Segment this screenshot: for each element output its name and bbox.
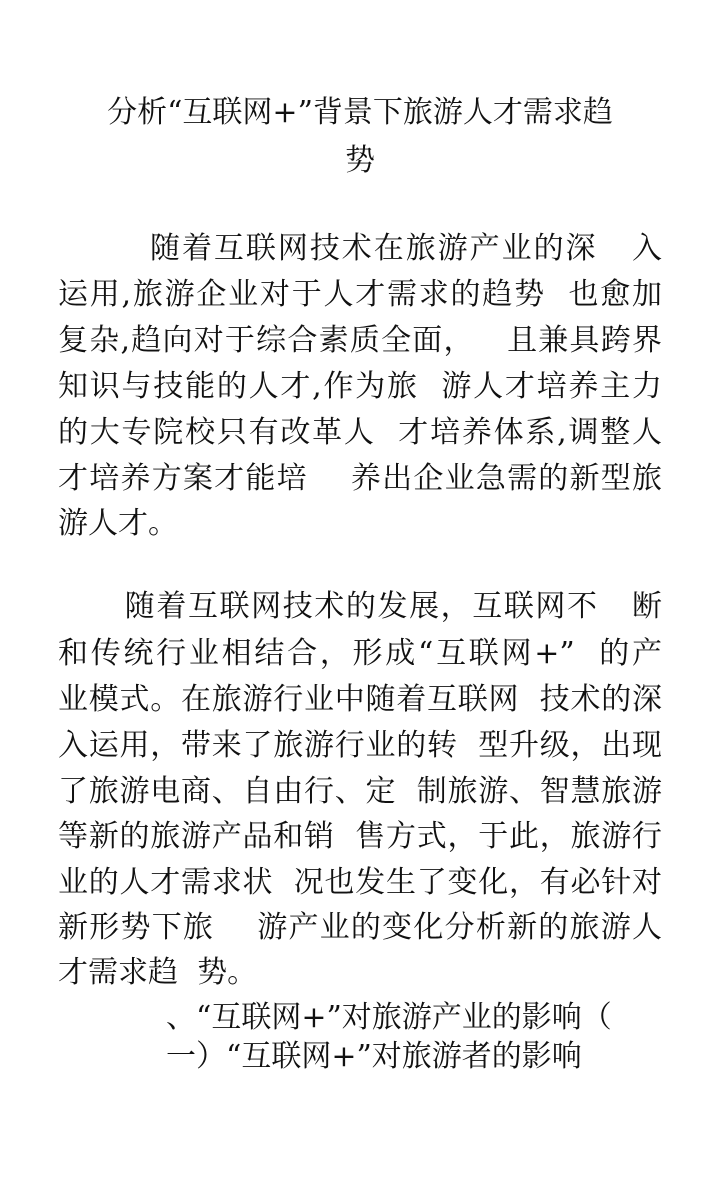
paragraph-1-line: 游人才。 <box>58 506 178 541</box>
paragraph-2-line: 业的人才需求状 况也发生了变化，有必针对 <box>58 865 662 900</box>
document-title-line-1: 分析“互联网+”背景下旅游人才需求趋 <box>107 95 613 130</box>
paragraph-1-line: 知识与技能的人才,作为旅 游人才培养主力 <box>58 369 662 404</box>
paragraph-1-line: 的大专院校只有改革人 才培养体系,调整人 <box>58 415 662 450</box>
paragraph-1-line: 才培养方案才能培 养出企业急需的新型旅 <box>58 461 662 496</box>
paragraph-2-line: 等新的旅游产品和销 售方式，于此，旅游行 <box>58 819 662 854</box>
paragraph-1-line: 运用,旅游企业对于人才需求的趋势 也愈加 <box>58 277 662 312</box>
paragraph-2-line: 入运用，带来了旅游行业的转 型升级，出现 <box>58 728 662 763</box>
paragraph-2-line: 了旅游电商、自由行、定 制旅游、智慧旅游 <box>58 774 662 809</box>
paragraph-2-line: 和传统行业相结合，形成“互联网+” 的产 <box>58 636 662 671</box>
paragraph-2-line: 业模式。在旅游行业中随着互联网 技术的深 <box>58 682 662 717</box>
paragraph-2-line: 才需求趋 势。 <box>58 955 258 990</box>
paragraph-1-line: 复杂,趋向对于综合素质全面， 且兼具跨界 <box>58 323 662 358</box>
section-heading-line-2: 一）“互联网+”对旅游者的影响 <box>166 1039 582 1074</box>
document-title-line-2: 势 <box>345 143 375 178</box>
section-heading-line-1: 、“互联网+”对旅游产业的影响（ <box>166 1000 612 1035</box>
paragraph-2-line: 随着互联网技术的发展，互联网不 断 <box>58 589 662 624</box>
paragraph-2-line: 新形势下旅 游产业的变化分析新的旅游人 <box>58 910 662 945</box>
paragraph-1-line: 随着互联网技术在旅游产业的深 入 <box>58 231 662 266</box>
